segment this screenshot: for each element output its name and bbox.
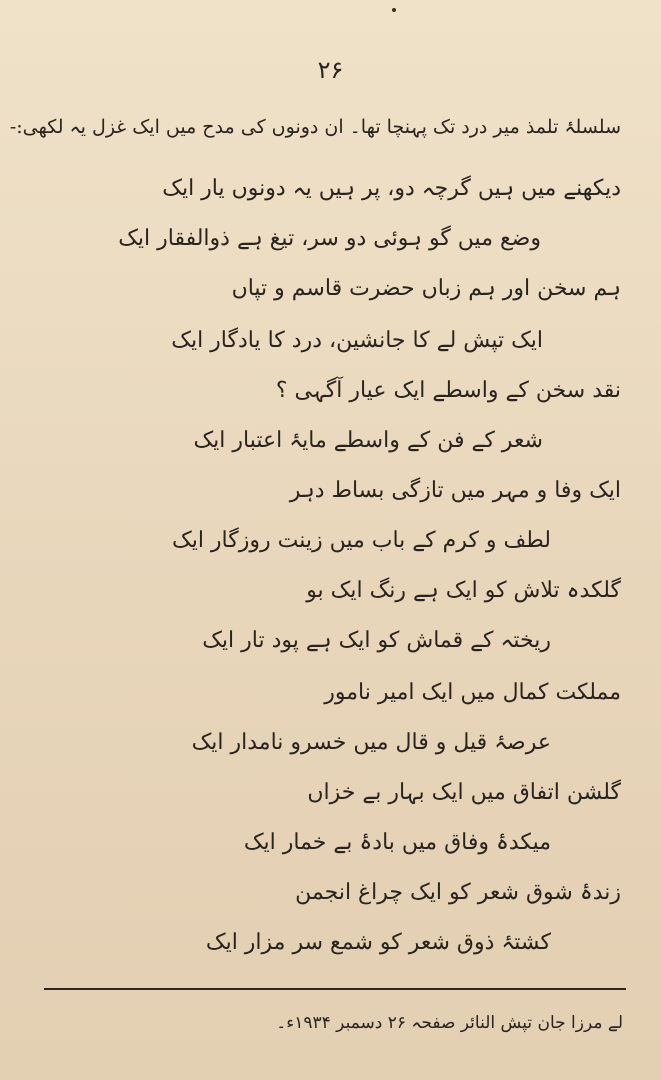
verse-line: کشتۂ ذوق شعر کو شمع سر مزار ایک <box>205 930 551 955</box>
verse-line: عرصۂ قیل و قال میں خسرو نامدار ایک <box>191 730 551 755</box>
verse-line: ایک تپش لے کا جانشین، درد کا یادگار ایک <box>171 328 543 353</box>
verse-line: نقد سخن کے واسطے ایک عیار آگہی ؟ <box>275 378 621 403</box>
verse-line: گلشن اتفاق میں ایک بہار بے خزاں <box>307 780 621 805</box>
page-number: ۲۶ <box>317 56 344 84</box>
verse-line: لطف و کرم کے باب میں زینت روزگار ایک <box>172 528 551 553</box>
verse-line: گلکدہ تلاش کو ایک ہے رنگ ایک بو <box>306 578 621 603</box>
verse-line: ریختہ کے قماش کو ایک ہے پود تار ایک <box>202 628 551 653</box>
verse-line: ایک وفا و مہر میں تازگی بساط دہر <box>289 478 621 503</box>
verse-line: دیکھنے میں ہیں گرچہ دو، پر ہیں یہ دونوں یار ایک <box>162 176 621 201</box>
verse-line: شعر کے فن کے واسطے مایۂ اعتبار ایک <box>193 428 543 453</box>
verse-line: میکدۂ وفاق میں بادۂ بے خمار ایک <box>243 830 551 855</box>
verse-line: ہم سخن اور ہم زباں حضرت قاسم و تپاں <box>231 276 621 301</box>
footnote-divider <box>44 988 626 990</box>
verse-line: وضع میں گو ہوئی دو سر، تیغ ہے ذوالفقار ایک <box>118 226 541 251</box>
footnote: لے مرزا جان تپش النائر صفحہ ۲۶ دسمبر ۱۹۳۴ء۔ <box>276 1013 623 1033</box>
verse-line: مملکت کمال میں ایک امیر نامور <box>324 680 621 705</box>
intro-line: سلسلۂ تلمذ میر درد تک پہنچا تھا۔ ان دونوں کی مدح میں ایک غزل یہ لکھی:- <box>9 116 621 138</box>
ink-dot <box>392 8 396 12</box>
verse-line: زندۂ شوق شعر کو ایک چراغ انجمن <box>295 880 621 905</box>
